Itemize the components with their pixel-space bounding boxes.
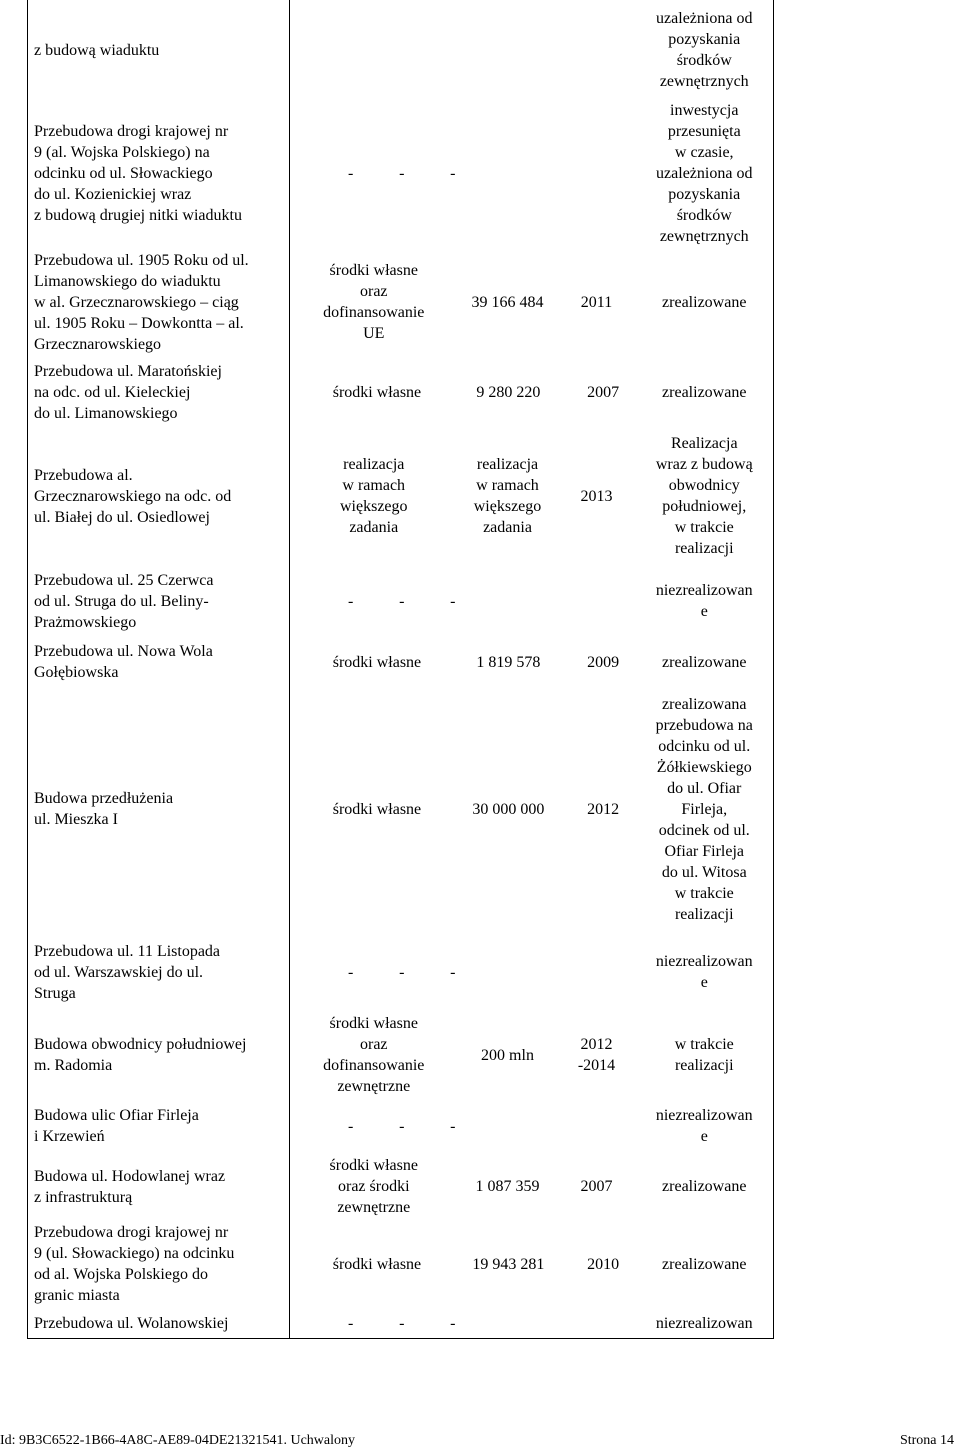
amount: 9 280 220 [476, 383, 541, 401]
task-name-line: Przebudowa ul. Maratońskiej [34, 362, 222, 380]
dash-mark: - [348, 592, 354, 610]
task-name-line: od al. Wojska Polskiego do [34, 1266, 208, 1283]
year: 2011 [580, 293, 613, 311]
task-name-cell [28, 637, 290, 687]
funding-source-line: realizacja [343, 456, 405, 473]
dash-mark: - [399, 592, 405, 610]
status-cell [636, 427, 774, 565]
table-row [28, 0, 774, 100]
dash-mark: - [450, 592, 456, 610]
status-cell [636, 931, 774, 1013]
table-row [28, 1218, 774, 1310]
status-line: inwestycja [670, 102, 739, 119]
status-line: w trakcie [674, 519, 734, 536]
status-line: realizacji [674, 540, 734, 557]
year-cell [558, 247, 636, 357]
status-line: przebudowa na [655, 716, 753, 734]
dash-mark: - [348, 963, 354, 981]
table-row [28, 100, 774, 247]
amount: 19 943 281 [472, 1255, 545, 1273]
dash-mark: - [450, 1315, 456, 1333]
dash-mark: - [399, 165, 405, 182]
task-name-line: 9 (al. Wojska Polskiego) na [34, 144, 210, 161]
task-name-line: granic miasta [34, 1287, 120, 1304]
year: 2009 [587, 653, 620, 671]
dash-mark: - [348, 1117, 354, 1135]
amount: 200 mln [481, 1046, 534, 1064]
status-line: uzależniona od [656, 10, 753, 27]
dash-mark: - [399, 1315, 405, 1333]
funding-source-line: środki własne [329, 1157, 418, 1174]
status-line: uzależniona od [656, 165, 753, 182]
status-line: do ul. Witosa [661, 863, 747, 881]
task-name-cell [28, 100, 290, 247]
task-name-line: Przebudowa al. [34, 466, 133, 484]
status-line: odcinku od ul. [658, 737, 751, 755]
task-name-line: Przebudowa ul. 11 Listopada [34, 942, 221, 960]
task-name-line: Przebudowa ul. Wolanowskiej [34, 1315, 229, 1333]
task-name-line: Przebudowa ul. 1905 Roku od ul. [34, 251, 249, 269]
status-line: zewnętrznych [659, 73, 749, 90]
year: 2013 [580, 487, 613, 505]
funding-source-line: środki własne [329, 1015, 418, 1032]
funding-source-line: oraz [359, 283, 388, 300]
funding-source-cell [290, 1155, 458, 1218]
year-line: 2012 [580, 1036, 613, 1053]
funding-source: środki własne [332, 800, 422, 818]
task-name-line: z budową wiaduktu [34, 41, 160, 59]
funding-source-cell [290, 1013, 458, 1097]
funding-row [290, 687, 636, 931]
task-name-line: Limanowskiego do wiaduktu [34, 272, 221, 290]
task-name-line: Grzecznarowskiego na odc. od [34, 487, 232, 505]
dash-mark: - [399, 963, 405, 981]
amount-line: zadania [483, 519, 532, 536]
status-line: e [700, 974, 708, 991]
task-name-line: Grzecznarowskiego [34, 335, 162, 353]
funding-row [290, 357, 636, 427]
task-name-cell [28, 931, 290, 1013]
status-line: w trakcie [674, 1036, 734, 1053]
table-row [28, 357, 774, 427]
dash-mark: - [450, 1117, 456, 1135]
table-row [28, 427, 774, 565]
task-name-cell [28, 1013, 290, 1097]
investment-table [27, 0, 774, 1339]
amount-line: w ramach [476, 477, 539, 494]
table-row [28, 1155, 774, 1218]
status-cell [636, 1310, 774, 1338]
status-line: zewnętrznych [659, 228, 749, 245]
not-planned-dashes [290, 565, 636, 637]
status-line: południowej, [662, 498, 747, 515]
status-line: środków [676, 52, 732, 69]
status-line: Firleja, [681, 800, 728, 818]
dash-mark: - [348, 1315, 354, 1333]
task-name-line: ul. 1905 Roku – Dowkontta – al. [34, 314, 244, 332]
year-line: -2014 [577, 1057, 616, 1074]
status-cell [636, 1097, 774, 1155]
status-line: Żółkiewskiego [656, 758, 752, 776]
amount-cell [458, 427, 558, 565]
funding-source-cell [290, 247, 458, 357]
funding-source-line: UE [363, 325, 385, 342]
year: 2007 [580, 1178, 613, 1195]
task-name-line: Przebudowa drogi krajowej nr [34, 123, 229, 140]
not-planned-dashes [290, 1097, 636, 1155]
footer-page-number: Strona 14 [899, 1433, 954, 1448]
amount: 1 087 359 [475, 1178, 540, 1195]
task-name-line: do ul. Limanowskiego [34, 404, 178, 422]
task-name-line: Budowa ulic Ofiar Firleja [34, 1107, 199, 1124]
status-cell [636, 687, 774, 931]
year-cell [558, 1013, 636, 1097]
funding-source-line: większego [339, 498, 408, 515]
status-line: do ul. Ofiar [667, 779, 742, 797]
task-name-line: 9 (ul. Słowackiego) na odcinku [34, 1245, 235, 1262]
status-line: realizacji [674, 1057, 734, 1074]
status-line: e [700, 603, 708, 620]
funding-source-line: zadania [349, 519, 399, 536]
status-line: pozyskania [668, 31, 741, 48]
task-name-line: Struga [34, 984, 76, 1002]
status-line: Ofiar Firleja [664, 842, 745, 860]
status-line: realizacji [674, 905, 734, 923]
amount: 1 819 578 [476, 653, 541, 671]
table-row [28, 1310, 774, 1338]
status-line: przesunięta [667, 123, 741, 140]
status-line: zrealizowane [662, 293, 747, 311]
task-name-cell [28, 247, 290, 357]
amount-cell [458, 1155, 558, 1218]
status-cell [636, 1218, 774, 1310]
status-line: wraz z budową [655, 456, 753, 473]
status-line: e [700, 1128, 708, 1145]
task-name-line: odcinku od ul. Słowackiego [34, 165, 213, 182]
funding-source: środki własne [332, 383, 422, 401]
year: 2012 [587, 800, 620, 818]
task-name-line: Gołębiowska [34, 664, 119, 681]
status-line: niezrealizowan [655, 953, 753, 970]
status-line: środków [676, 207, 732, 224]
dash-mark: - [450, 165, 456, 182]
status-cell [636, 1013, 774, 1097]
status-line: niezrealizowan [655, 1315, 753, 1333]
task-name-cell [28, 357, 290, 427]
funding-source-cell [290, 427, 458, 565]
amount-cell [458, 247, 558, 357]
status-cell [636, 1155, 774, 1218]
funding-row [290, 1218, 636, 1310]
task-name-line: z budową drugiej nitki wiaduktu [34, 207, 242, 224]
status-cell [636, 0, 774, 100]
funding-source-line: oraz środki [337, 1178, 410, 1195]
amount: 39 166 484 [471, 293, 544, 311]
funding-source: środki własne [332, 1255, 422, 1273]
task-name-line: od ul. Struga do ul. Beliny- [34, 592, 209, 610]
task-name-line: w al. Grzecznarowskiego – ciąg [34, 293, 239, 311]
table-row [28, 565, 774, 637]
task-name-cell [28, 0, 290, 100]
funding-source-line: dofinansowanie [323, 304, 425, 321]
status-line: odcinek od ul. [658, 821, 750, 839]
task-name-cell [28, 565, 290, 637]
task-name-cell [28, 427, 290, 565]
table-row [28, 1013, 774, 1097]
task-name-line: m. Radomia [34, 1057, 113, 1074]
status-cell [636, 100, 774, 247]
status-line: w czasie, [674, 144, 734, 161]
status-line: zrealizowane [662, 653, 747, 671]
not-planned-dashes [290, 1310, 636, 1338]
table-row [28, 247, 774, 357]
not-planned-dashes [290, 931, 636, 1013]
dash-mark: - [399, 1117, 405, 1135]
task-name-cell [28, 1218, 290, 1310]
amount: 30 000 000 [472, 800, 545, 818]
table-row [28, 931, 774, 1013]
status-line: pozyskania [668, 186, 741, 203]
task-name-line: Budowa ul. Hodowlanej wraz [34, 1167, 226, 1185]
table-row [28, 1097, 774, 1155]
status-cell [636, 565, 774, 637]
task-name-line: Przebudowa ul. 25 Czerwca [34, 571, 214, 589]
funding-source-line: w ramach [342, 477, 406, 494]
amount-line: realizacja [476, 456, 539, 473]
dash-mark: - [450, 963, 456, 981]
task-name-line: z infrastrukturą [34, 1188, 133, 1206]
funding-source: środki własne [332, 653, 422, 671]
task-name-line: Budowa przedłużenia [34, 790, 174, 807]
status-line: niezrealizowan [655, 582, 753, 599]
status-line: niezrealizowan [655, 1107, 753, 1124]
year-cell [558, 1155, 636, 1218]
status-line: zrealizowana [662, 695, 747, 713]
status-line: w trakcie [674, 884, 734, 902]
amount-line: większego [473, 498, 542, 515]
task-name-line: i Krzewień [34, 1128, 105, 1145]
task-name-line: do ul. Kozienickiej wraz [34, 186, 192, 203]
funding-row [290, 637, 636, 687]
task-name-cell [28, 1097, 290, 1155]
funding-source-line: zewnętrzne [337, 1078, 411, 1095]
funding-source-line: zewnętrzne [337, 1199, 411, 1216]
funding-source-line: oraz [359, 1036, 388, 1053]
task-name-cell [28, 1310, 290, 1338]
status-cell [636, 357, 774, 427]
footer-document-id: Id: 9B3C6522-1B66-4A8C-AE89-04DE21321541. Uchwalony [0, 1433, 356, 1448]
task-name-line: od ul. Warszawskiej do ul. [34, 963, 204, 981]
task-name-line: Przebudowa drogi krajowej nr [34, 1224, 229, 1241]
status-line: obwodnicy [668, 477, 740, 494]
funding-source-line: środki własne [329, 262, 418, 279]
table-row [28, 687, 774, 931]
empty-funding-cell [290, 0, 636, 100]
year: 2010 [587, 1255, 620, 1273]
year: 2007 [587, 383, 620, 401]
status-line: zrealizowane [662, 1255, 747, 1273]
funding-source-line: dofinansowanie [323, 1057, 425, 1074]
task-name-line: Przebudowa ul. Nowa Wola [34, 643, 213, 660]
task-name-cell [28, 687, 290, 931]
not-planned-dashes [290, 100, 636, 247]
task-name-line: ul. Białej do ul. Osiedlowej [34, 508, 210, 526]
status-cell [636, 637, 774, 687]
status-line: zrealizowane [662, 1178, 747, 1195]
status-cell [636, 247, 774, 357]
amount-cell [458, 1013, 558, 1097]
page-footer [0, 1430, 960, 1452]
task-name-line: na odc. od ul. Kieleckiej [34, 383, 191, 401]
dash-mark: - [348, 165, 354, 182]
table-row [28, 637, 774, 687]
task-name-line: Budowa obwodnicy południowej [34, 1036, 247, 1053]
task-name-line: ul. Mieszka I [34, 811, 118, 828]
status-line: Realizacja [670, 435, 738, 452]
year-cell [558, 427, 636, 565]
task-name-line: Prażmowskiego [34, 613, 137, 631]
status-line: zrealizowane [662, 383, 747, 401]
task-name-cell [28, 1155, 290, 1218]
